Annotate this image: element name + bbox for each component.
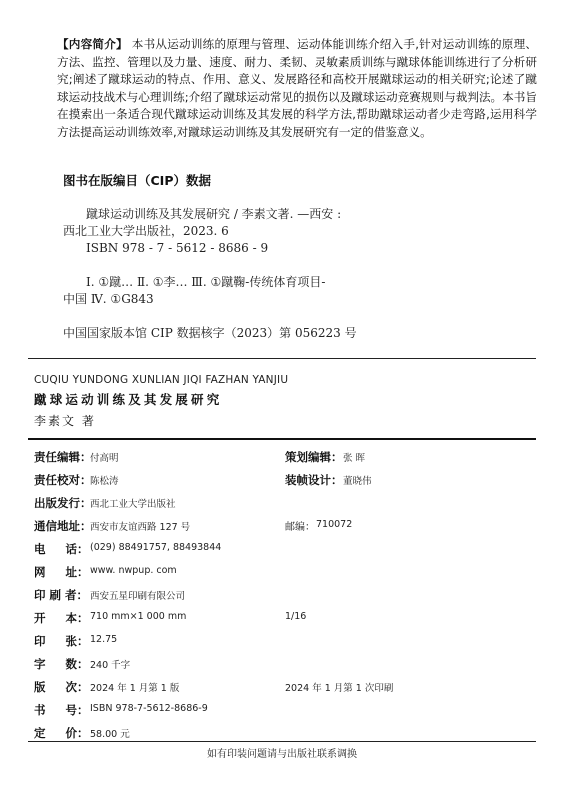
word-count-label: 字 数： [34, 657, 89, 671]
website-value: www. nwpup. com [90, 565, 177, 576]
editor-label: 责任编辑： [34, 450, 92, 464]
website-label: 网 址： [34, 565, 89, 579]
address-label: 通信地址： [34, 519, 92, 533]
postcode-label: 邮编： [285, 522, 315, 533]
editor-value: 付高明 [90, 453, 119, 464]
design-label: 装帧设计： [285, 473, 343, 487]
format-value: 1/16 [285, 611, 307, 622]
publisher-label: 出版发行： [34, 496, 92, 510]
proofreader-value: 陈松涛 [90, 476, 119, 487]
info-top-rule [28, 438, 536, 440]
cip-line-1: 蹴球运动训练及其发展研究 / 李素文著. —西安 : [86, 207, 342, 221]
edition-value: 2024 年 1 月第 1 版 [90, 683, 180, 694]
printing-value: 2024 年 1 月第 1 次印刷 [285, 683, 394, 694]
isbn-value: ISBN 978-7-5612-8686-9 [90, 703, 208, 714]
price-label: 定 价： [34, 726, 89, 740]
price-value: 58.00 元 [90, 729, 130, 740]
info-bottom-rule [28, 741, 536, 742]
book-author: 李素文 著 [34, 414, 96, 428]
isbn-label: 书 号： [34, 703, 89, 717]
size-value: 710 mm×1 000 mm [90, 611, 187, 622]
phone-value: (029) 88491757, 88493844 [90, 542, 222, 553]
cip-line-4: Ⅰ. ①蹴… Ⅱ. ①李… Ⅲ. ①蹴鞠-传统体育项目- [86, 275, 326, 289]
sheets-value: 12.75 [90, 634, 118, 645]
cip-line-5: 中国 Ⅳ. ①G843 [63, 292, 154, 306]
book-pinyin-title: CUQIU YUNDONG XUNLIAN JIQI FAZHAN YANJIU [34, 374, 289, 386]
edition-label: 版 次： [34, 680, 89, 694]
planner-label: 策划编辑： [285, 450, 343, 464]
planner-value: 张 晖 [343, 453, 366, 464]
size-label: 开 本： [34, 611, 89, 625]
cip-divider [28, 358, 536, 359]
word-count-value: 240 千字 [90, 660, 131, 671]
book-title: 蹴球运动训练及其发展研究 [34, 392, 223, 407]
cip-line-2: 西北工业大学出版社，2023. 6 [63, 224, 229, 238]
intro-text: 本书从运动训练的原理与管理、运动体能训练介绍入手,针对运动训练的原理、方法、监控、管理以及力量、速度、耐力、柔韧、灵敏素质训练与蹴球体能训练进行了分析研究;阐述了蹴球运动的特点、作用、意义、发展路径和高校开展蹴球运动的相关研究;论述了蹴球运动技战术与心理训练;介绍了蹴球运动常见的损伤以及蹴球运动竞赛规则与裁判法。本书旨在摸索出一条适合现代蹴球运动训练及其发展的科学方法,帮助蹴球运动者少走弯路,运用科学方法提高运动训练效率,对蹴球运动训练及其发展研究有一定的借鉴意义。 [57, 37, 537, 139]
printer-label: 印 刷 者： [34, 588, 89, 602]
content-intro [57, 36, 537, 142]
phone-label: 电 话： [34, 542, 89, 556]
sheets-label: 印 张： [34, 634, 89, 648]
cip-line-3: ISBN 978 - 7 - 5612 - 8686 - 9 [86, 241, 269, 255]
proofreader-label: 责任校对： [34, 473, 92, 487]
address-value: 西安市友谊西路 127 号 [90, 522, 191, 533]
cip-heading: 图书在版编目（CIP）数据 [63, 173, 211, 188]
intro-tag: 【内容简介】 [57, 37, 128, 51]
footer-note: 如有印装问题请与出版社联系调换 [207, 749, 357, 760]
cip-line-6: 中国国家版本馆 CIP 数据核字（2023）第 056223 号 [63, 326, 357, 340]
publisher-value: 西北工业大学出版社 [90, 499, 176, 510]
postcode-value: 710072 [316, 519, 353, 530]
printer-value: 西安五星印刷有限公司 [90, 591, 186, 602]
design-value: 董晓伟 [343, 476, 372, 487]
